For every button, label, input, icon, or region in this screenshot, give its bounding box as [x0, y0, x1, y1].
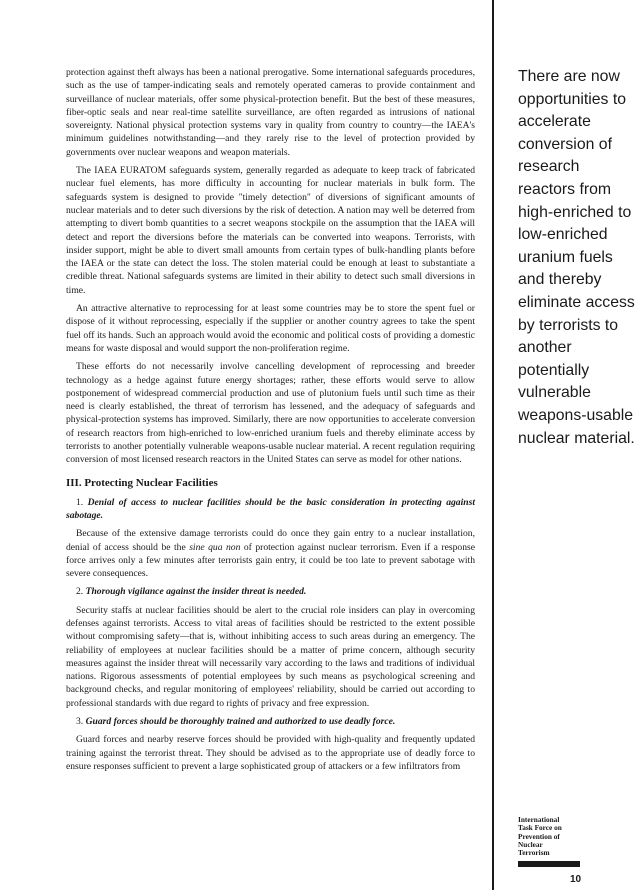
body-paragraph: An attractive alternative to reprocessing for at least some countries may be to store the spent fuel or dispose of it without reprocessing, especially if the supplier or another country agrees to take the spent fuel off its hands. Such an approach would avoid the economic and political costs of providing a domestic means for waste disposal and would support the non-proliferation regime.: [66, 303, 475, 354]
guideline-text: Denial of access to nuclear facilities should be the basic consideration in protecting against sabotage.: [66, 496, 475, 521]
body-paragraph: These efforts do not necessarily involve cancelling development of reprocessing and breeder technology as a hedge against future energy shortages; rather, these efforts would serve to allow postponement of widespread commercial production and use of plutonium fuels until such time as their need is clearly established, the threat of terrorism has lessened, and the adequacy of safeguards and physical-protection systems has improved. Similarly, there are now opportunities to accelerate conversion of research reactors from high-enriched to low-enriched uranium fuels and thereby eliminate access by terrorists to another potentially vulnerable weapons-usable nuclear material. A recent regulation requiring conversion of most licensed research reactors in the United States can serve as model for other nations.: [66, 361, 475, 466]
column-divider: [492, 0, 494, 890]
guideline-number: 1.: [76, 496, 84, 508]
org-name: [518, 816, 598, 857]
main-text-column: [66, 66, 475, 778]
latin-phrase: sine qua non: [189, 541, 241, 553]
guideline-number: 2.: [76, 586, 84, 598]
org-name-line: International: [518, 815, 560, 824]
org-name-line: Task Force on: [518, 823, 562, 833]
body-text: Because of the extensive damage terrorists could do once they gain entry to a nuclear installation, denial of access should be the: [66, 528, 475, 553]
org-name-line: Prevention of: [518, 831, 560, 841]
section-heading: III. Protecting Nuclear Facilities: [66, 476, 218, 489]
body-paragraph: Security staffs at nuclear facilities should be alert to the crucial role insiders can play in overcoming defenses against terrorists. Access to vital areas of facilities should be restricted to the extent possible without compromising safety—that is, without inhibiting access to such areas during an emergency. The reliability of employees at nuclear facilities should be a matter of prime concern, although security measures against the insider threat will necessarily vary according to the laws and traditions of individual nations. Rigorous assessments of potential employees by such means as psychological screening and background checks, and regular monitoring of employees' reliability, should be carried out according to professional standards with due regard to rights of privacy and free expression.: [66, 604, 475, 709]
body-text: of protection against nuclear terrorism. Even if a response force arrives only a few minutes after terrorists gain entry, it could be too late to prevent sabotage with severe consequences.: [66, 541, 475, 580]
body-paragraph: protection against theft always has been a national prerogative. Some international safeguards procedures, such as the use of tamper-indicating seals and remotely operated cameras to provide containment and surveillance of nuclear materials, offer some physical-protection benefit. But the best of these measures, fiber-optic seals and near real-time satellite surveillance, are often regarded as intrusions of national sovereignty. National physical protection systems vary in quality from country to country—the IAEA's minimum guidelines notwithstanding—and they rarely rise to the level of protection provided by governments over nuclear weapons and weapon materials.: [66, 67, 475, 158]
body-paragraph: [66, 527, 475, 580]
org-name-line: Terrorism: [518, 848, 550, 858]
guideline-text: Guard forces should be thoroughly trained and authorized to use deadly force.: [85, 716, 396, 728]
pull-quote: There are now opportunities to accelerate conversion of research reactors from high-enriched to low-enriched uranium fuels and thereby eliminate access by terrorists to another potentially vulnerable weapons-usable nuclear material.: [518, 68, 635, 447]
guideline-text: Thorough vigilance against the insider threat is needed.: [85, 586, 307, 598]
org-name-line: Nuclear: [518, 839, 543, 849]
guideline-number: 3.: [76, 716, 84, 728]
guideline-3: [66, 715, 475, 728]
org-rule: [518, 861, 580, 867]
body-paragraph: Guard forces and nearby reserve forces should be provided with high-quality and frequently updated training against the terrorist threat. They should be advised as to the appropriate use of deadly force to ensure responses sufficient to prevent a large sophisticated group of attackers or a few infiltrators from: [66, 734, 475, 772]
body-paragraph: The IAEA EURATOM safeguards system, generally regarded as adequate to keep track of fabricated nuclear fuel elements, has more difficulty in accounting for nuclear materials in bulk form. The safeguards system is designed to provide "timely detection" of diversions of significant amounts of nuclear materials and to deter such diversions by the risk of detection. A nation may well be deterred from attempting to divert bomb quantities to a secret weapons stockpile on the assumption that the IAEA will detect and report the diversions before the materials can be converted into weapons. Terrorists, with insider support, might be able to divert small amounts from certain types of bulk-handling plants before the IAEA or the state can detect the loss. The stolen material could be enough at least to substantiate a credible threat. National safeguards systems are limited in their ability to detect such small diversions in time.: [66, 165, 475, 296]
guideline-2: [66, 585, 475, 598]
page-number: 10: [570, 874, 582, 885]
guideline-1: [66, 496, 475, 523]
